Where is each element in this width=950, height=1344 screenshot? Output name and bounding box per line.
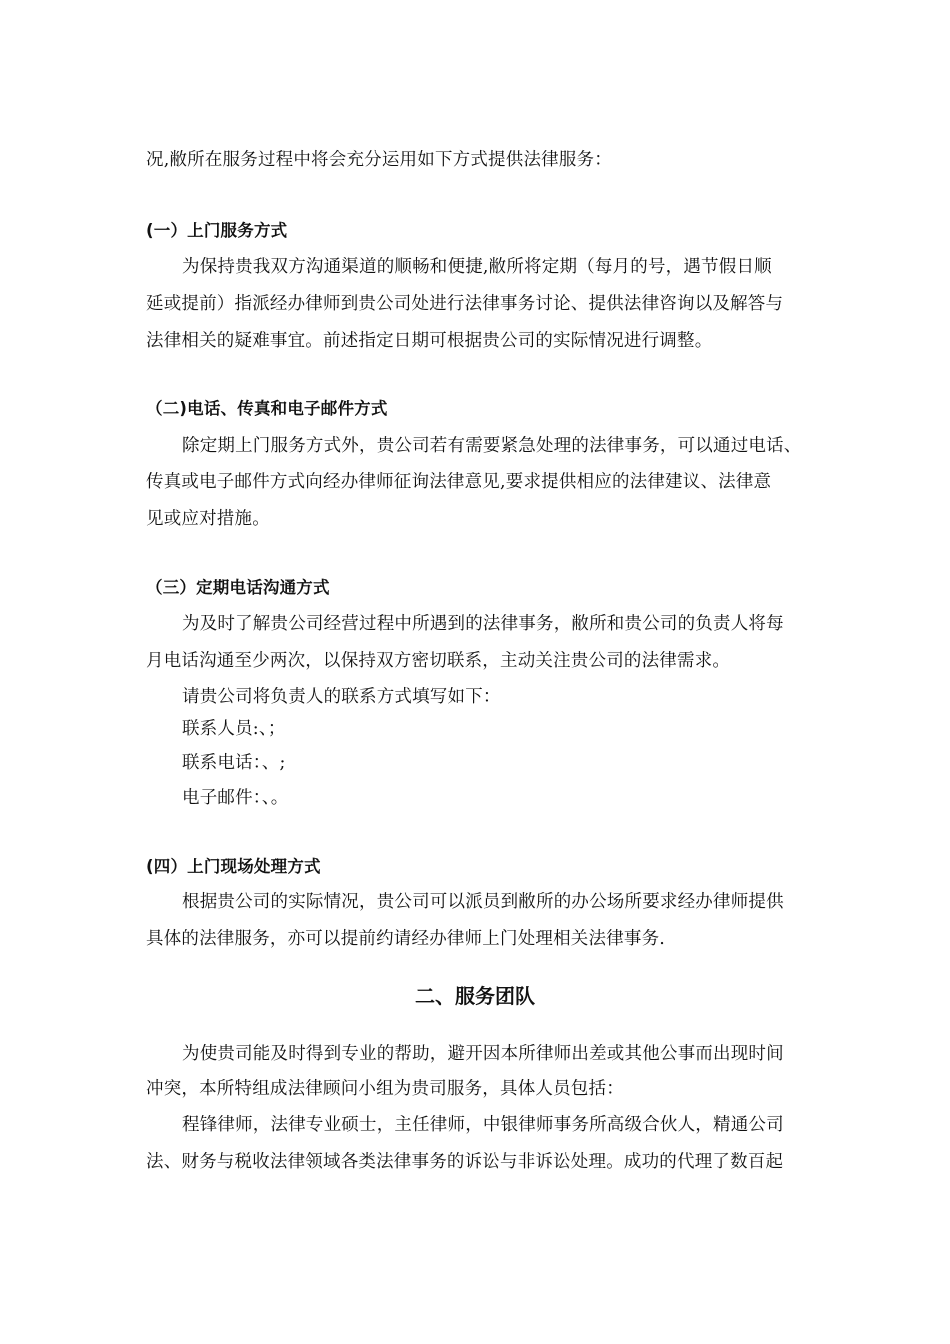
contact-email: 电子邮件：、。 — [182, 788, 289, 808]
paragraph-line: 月电话沟通至少两次，以保持双方密切联系，主动关注贵公司的法律需求。 — [146, 651, 731, 671]
paragraph-line: 传真或电子邮件方式向经办律师征询法律意见,要求提供相应的法律建议、法律意 — [146, 472, 772, 492]
heading-onsite-handling: (四）上门现场处理方式 — [146, 857, 321, 876]
section-title-service-team: 二、服务团队 — [415, 984, 535, 1008]
intro-line: 况,敝所在服务过程中将会充分运用如下方式提供法律服务： — [146, 150, 612, 170]
contact-intro: 请贵公司将负责人的联系方式填写如下： — [182, 687, 501, 707]
paragraph-line: 具体的法律服务，亦可以提前约请经办律师上门处理相关法律事务. — [146, 929, 666, 949]
heading-onsite-service: (一）上门服务方式 — [146, 221, 288, 240]
paragraph-line: 程锋律师，法律专业硕士，主任律师，中银律师事务所高级合伙人，精通公司 — [182, 1115, 784, 1135]
paragraph-line: 法律相关的疑难事宜。前述指定日期可根据贵公司的实际情况进行调整。 — [146, 331, 713, 351]
paragraph-line: 除定期上门服务方式外，贵公司若有需要紧急处理的法律事务，可以通过电话、 — [182, 436, 802, 456]
paragraph-line: 为及时了解贵公司经营过程中所遇到的法律事务，敝所和贵公司的负责人将每 — [182, 614, 784, 634]
paragraph-line: 延或提前）指派经办律师到贵公司处进行法律事务讨论、提供法律咨询以及解答与 — [146, 294, 784, 314]
heading-regular-phone: （三）定期电话沟通方式 — [146, 578, 330, 597]
heading-phone-fax-email: （二)电话、传真和电子邮件方式 — [146, 399, 388, 418]
contact-person: 联系人员:、； — [182, 719, 286, 739]
paragraph-line: 法、财务与税收法律领域各类法律事务的诉讼与非诉讼处理。成功的代理了数百起 — [146, 1152, 784, 1172]
contact-phone: 联系电话：、; — [182, 753, 286, 773]
paragraph-line: 为使贵司能及时得到专业的帮助，避开因本所律师出差或其他公事而出现时间 — [182, 1044, 784, 1064]
paragraph-line: 见或应对措施。 — [146, 509, 270, 529]
paragraph-line: 根据贵公司的实际情况，贵公司可以派员到敝所的办公场所要求经办律师提供 — [182, 892, 784, 912]
paragraph-line: 冲突，本所特组成法律顾问小组为贵司服务，具体人员包括： — [146, 1079, 624, 1099]
paragraph-line: 为保持贵我双方沟通渠道的顺畅和便捷,敝所将定期（每月的号，遇节假日顺 — [182, 257, 772, 277]
